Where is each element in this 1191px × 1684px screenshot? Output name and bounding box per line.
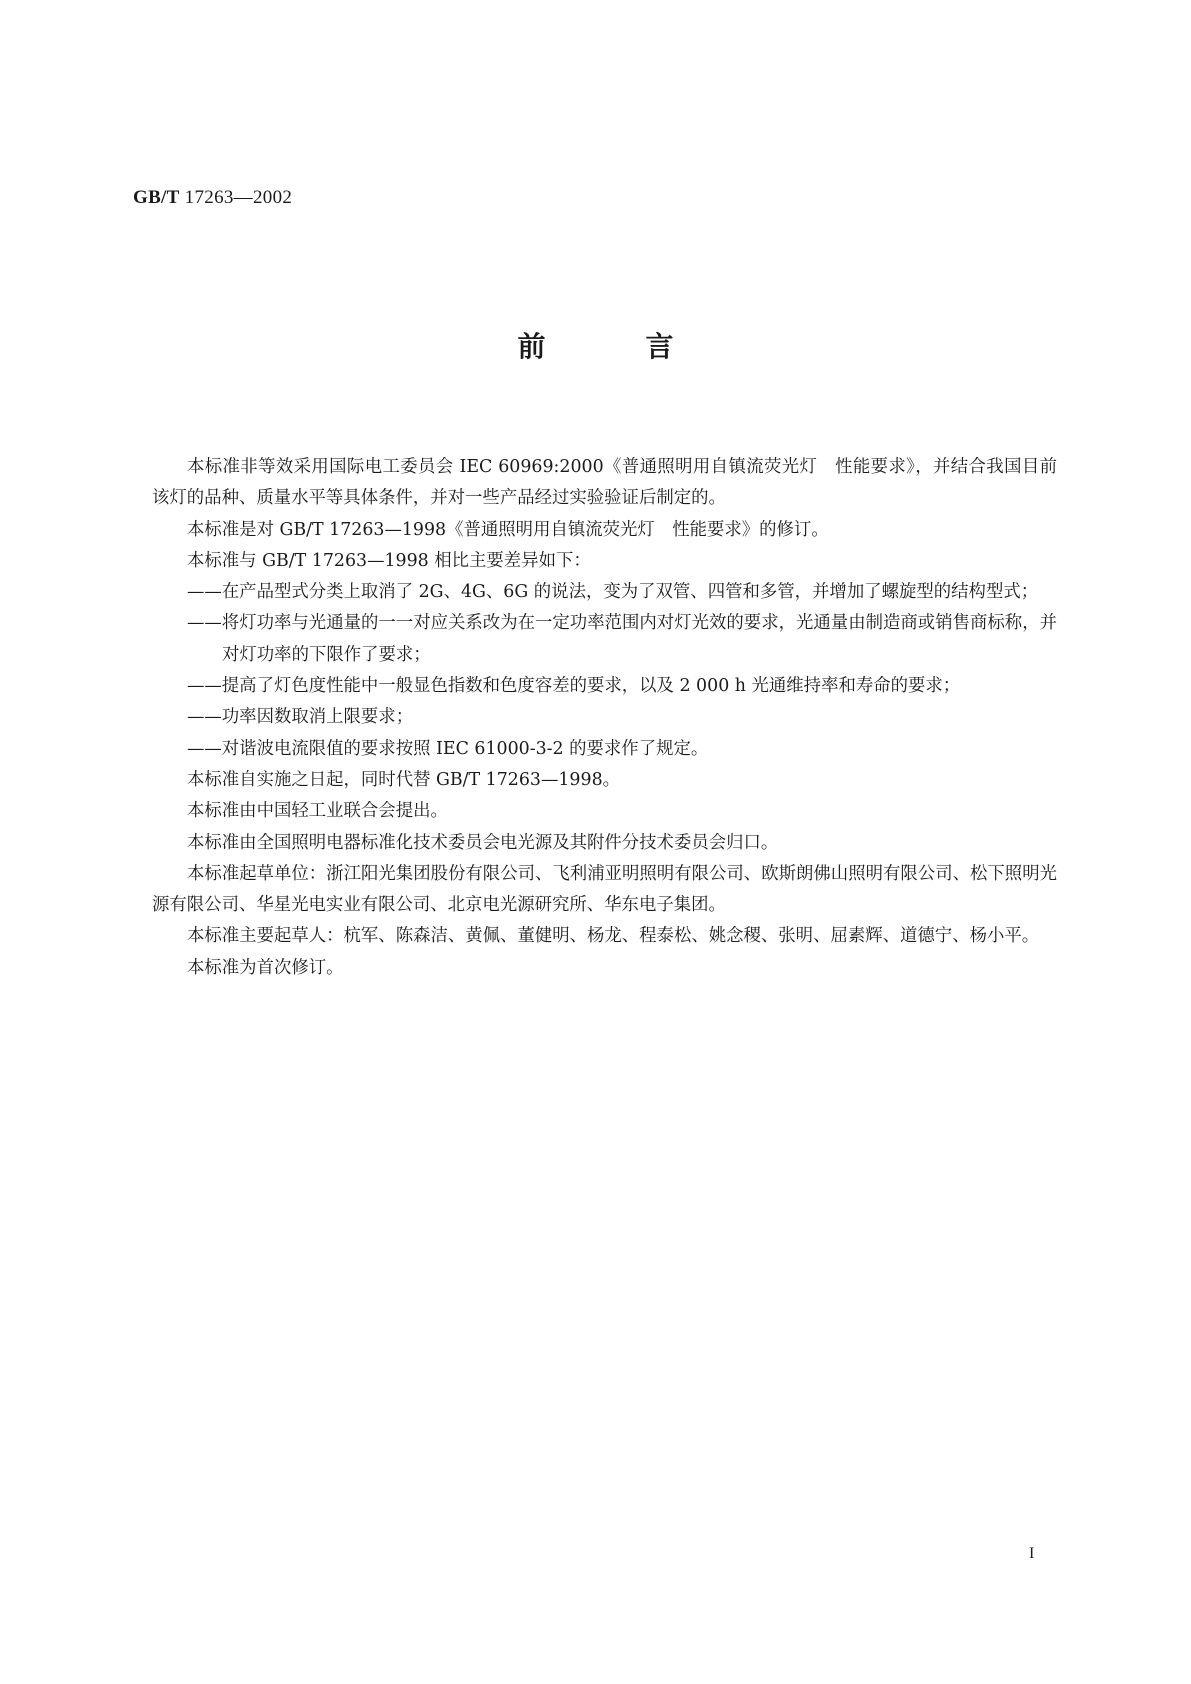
- standard-code-prefix: GB/T: [133, 187, 180, 208]
- difference-item: ——将灯功率与光通量的一一对应关系改为在一定功率范围内对灯光效的要求，光通量由制造商或销售商标称，并对灯功率的下限作了要求；: [187, 613, 1057, 665]
- paragraph-technical-committee: 本标准由全国照明电器标准化技术委员会电光源及其附件分技术委员会归口。: [187, 832, 779, 853]
- paragraph-adoption: 本标准非等效采用国际电工委员会 IEC 60969:2000《普通照明用自镇流荧光灯 性能要求》，并结合我国目前该灯的品种、质量水平等具体条件，并对一些产品经过实验验证后制定的。: [152, 457, 1057, 509]
- difference-item: ——提高了灯色度性能中一般显色指数和色度容差的要求，以及 2 000 h 光通维持率和寿命的要求；: [187, 676, 961, 697]
- page-title: 前言: [517, 330, 774, 363]
- standard-code-number: 17263—2002: [184, 187, 293, 208]
- paragraph-drafters: 本标准主要起草人：杭军、陈森洁、黄佩、董健明、杨龙、程泰松、姚念稷、张明、屈素辉、道德宁、杨小平。: [187, 926, 1040, 947]
- paragraph-proposer: 本标准由中国轻工业联合会提出。: [187, 801, 448, 822]
- difference-item: ——对谐波电流限值的要求按照 IEC 61000-3-2 的要求作了规定。: [187, 738, 709, 759]
- difference-item: ——功率因数取消上限要求；: [187, 707, 414, 728]
- paragraph-differences-intro: 本标准与 GB/T 17263—1998 相比主要差异如下：: [187, 550, 591, 571]
- page-number: I: [1029, 1545, 1035, 1562]
- standard-code: [133, 187, 292, 209]
- paragraph-revision: 本标准是对 GB/T 17263—1998《普通照明用自镇流荧光灯 性能要求》的修订。: [187, 519, 829, 540]
- foreword-body: [152, 452, 1057, 984]
- paragraph-drafting-units: 本标准起草单位：浙江阳光集团股份有限公司、飞利浦亚明照明有限公司、欧斯朗佛山照明有限公司、松下照明光源有限公司、华星光电实业有限公司、北京电光源研究所、华东电子集团。: [152, 863, 1057, 916]
- paragraph-replacement: 本标准自实施之日起，同时代替 GB/T 17263—1998。: [187, 769, 621, 790]
- difference-item: ——在产品型式分类上取消了 2G、4G、6G 的说法，变为了双管、四管和多管，并增加了螺旋型的结构型式；: [187, 582, 1039, 603]
- paragraph-first-revision: 本标准为首次修订。: [187, 957, 344, 978]
